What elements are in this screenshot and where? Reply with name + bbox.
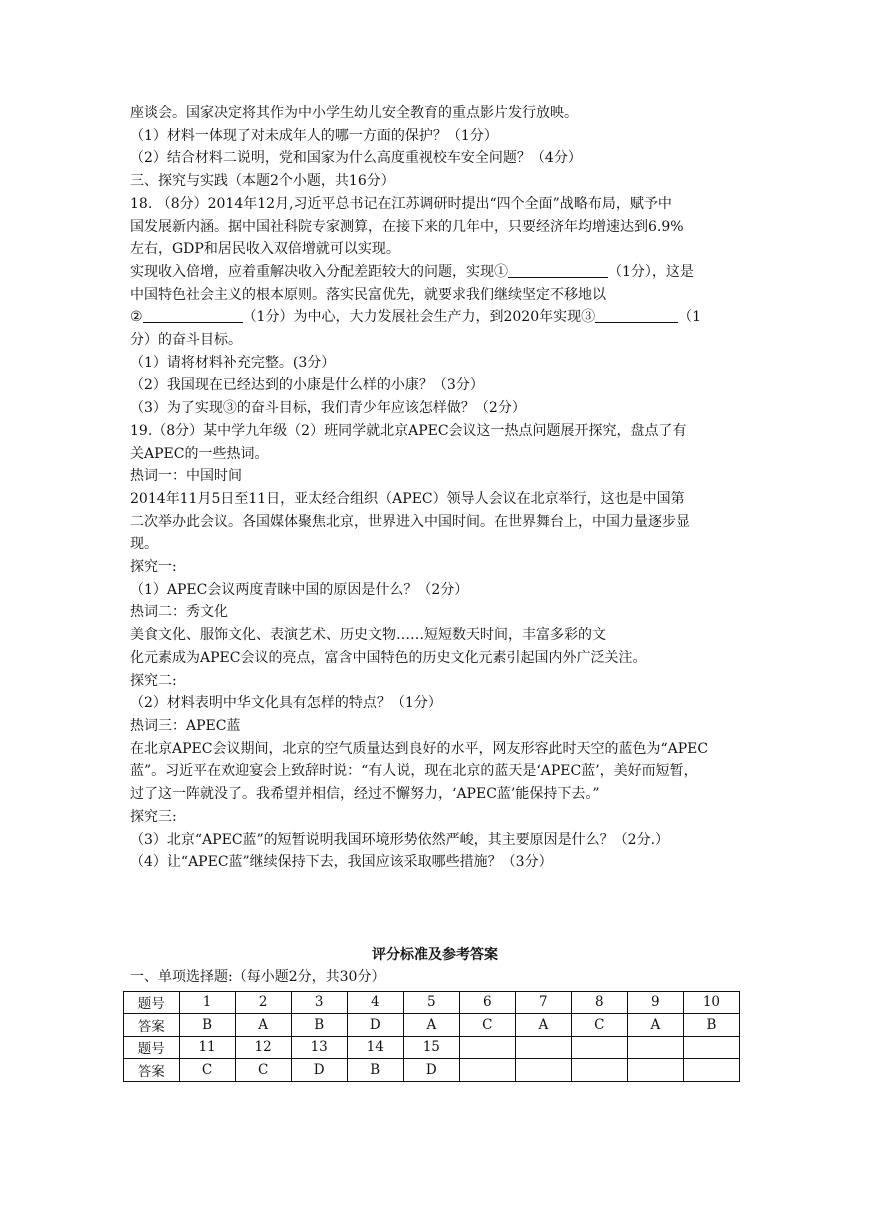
answer-cell: C [571, 1014, 627, 1037]
question-18-line-1: 18. （8分）2014年12月,习近平总书记在江苏调研时提出“四个全面”战略布局，赋予中 [130, 195, 672, 212]
inquiry-1-heading: 探究一: [130, 559, 177, 576]
question-18-line-2: 国发展新内涵。据中国社科院专家测算，在接下来的几年中，只要经济年均增速达到6.9% [130, 218, 684, 235]
sub-question-1: （1）请将材料补充完整。(3分） [130, 354, 336, 371]
inquiry-3-heading: 探究三: [130, 808, 177, 825]
inquiry-3-question-4: （4）让“APEC蓝”继续保持下去，我国应该采取哪些措施？（3分） [130, 854, 553, 871]
material-text-line: 座谈会。国家决定将其作为中小学生幼儿安全教育的重点影片发行放映。 [130, 105, 578, 121]
blank-1 [508, 263, 608, 278]
answer-cell [515, 1036, 571, 1059]
answer-cell [571, 1036, 627, 1059]
exam-page [130, 102, 740, 1082]
hot-word-1-text: 现。 [130, 536, 158, 553]
answer-cell: 3 [291, 991, 347, 1014]
answer-cell: 8 [571, 991, 627, 1014]
fill-in-line-1 [130, 261, 740, 284]
answer-cell: A [403, 1014, 459, 1037]
fill-text: ② [130, 309, 143, 326]
answer-cell: D [347, 1014, 403, 1037]
question-19-line-2: 关APEC的一些热词。 [130, 445, 269, 462]
hot-word-3-text: 蓝”。习近平在欢迎宴会上致辞时说：“有人说，现在北京的蓝天是‘APEC蓝’，美好而短暂， [130, 763, 698, 780]
answer-cell: B [291, 1014, 347, 1037]
table-row [124, 991, 740, 1014]
table-row [124, 1036, 740, 1059]
answer-cell: 9 [627, 991, 683, 1014]
question-18-line-3: 左右，GDP和居民收入双倍增就可以实现。 [130, 241, 400, 258]
answer-cell: A [235, 1014, 291, 1037]
answer-cell [571, 1059, 627, 1082]
hot-word-2-text: 化元素成为APEC会议的亮点，富含中国特色的历史文化元素引起国内外广泛关注。 [130, 649, 647, 666]
answer-cell: 5 [403, 991, 459, 1014]
hot-word-2-text: 美食文化、服饰文化、表演艺术、历史文物……短短数天时间，丰富多彩的文 [130, 627, 606, 644]
inquiry-2-heading: 探究二: [130, 672, 177, 689]
hot-word-2: 热词二：秀文化 [130, 604, 228, 621]
answer-cell: 12 [235, 1036, 291, 1059]
fill-in-line-2: 中国特色社会主义的根本原则。落实民富优先，就要求我们继续坚定不移地以 [130, 286, 606, 303]
inquiry-3-question-3: （3）北京“APEC蓝”的短暂说明我国环境形势依然严峻，其主要原因是什么？（2分.） [130, 831, 670, 848]
answer-cell: C [235, 1059, 291, 1082]
fill-text: 实现收入倍增，应着重解决收入分配差距较大的问题，实现① [130, 263, 508, 280]
row-header-cell: 题号 [124, 991, 180, 1014]
answer-cell [459, 1036, 515, 1059]
answer-cell: 7 [515, 991, 571, 1014]
answer-cell: 1 [179, 991, 235, 1014]
answer-cell: D [403, 1059, 459, 1082]
fill-text: （1分），这是 [608, 263, 694, 280]
answer-table [123, 991, 740, 1082]
answer-cell: 11 [179, 1036, 235, 1059]
inquiry-1-question: （1）APEC会议两度青睐中国的原因是什么？（2分） [130, 581, 469, 598]
fill-in-line-3 [130, 306, 740, 329]
sub-question-2: （2）我国现在已经达到的小康是什么样的小康？（3分） [130, 377, 484, 394]
answer-cell [683, 1059, 739, 1082]
hot-word-1-text: 2014年11月5日至11日，亚太经合组织（APEC）领导人会议在北京举行，这也是中国第 [130, 490, 685, 507]
answer-section-1-heading: 一、单项选择题:（每小题2分，共30分） [130, 968, 386, 985]
row-header-cell: 答案 [124, 1014, 180, 1037]
blank-2 [143, 308, 243, 323]
table-row [124, 1014, 740, 1037]
answer-cell: B [683, 1014, 739, 1037]
answer-cell [627, 1036, 683, 1059]
hot-word-3: 热词三：APEC蓝 [130, 717, 241, 734]
hot-word-3-text: 过了这一阵就没了。我希望并相信，经过不懈努力，‘APEC蓝’能保持下去。” [130, 786, 600, 803]
answer-cell: D [291, 1059, 347, 1082]
sub-question-3: （3）为了实现③的奋斗目标，我们青少年应该怎样做？（2分） [130, 400, 526, 417]
table-row [124, 1059, 740, 1082]
answer-cell: B [179, 1014, 235, 1037]
question-2: （2）结合材料二说明，党和国家为什么高度重视校车安全问题？（4分） [130, 150, 582, 167]
fill-text: （1分）为中心，大力发展社会生产力，到2020年实现③ [242, 309, 596, 326]
answer-cell: 4 [347, 991, 403, 1014]
inquiry-2-question: （2）材料表明中华文化具有怎样的特点？（1分） [130, 695, 442, 712]
answer-cell: B [347, 1059, 403, 1082]
section-3-heading: 三、探究与实践（本题2个小题，共16分） [130, 173, 395, 190]
question-19-line-1: 19.（8分）某中学九年级（2）班同学就北京APEC会议这一热点问题展开探究，盘点了有 [130, 422, 687, 439]
answer-cell [459, 1059, 515, 1082]
question-1: （1）材料一体现了对未成年人的哪一方面的保护？（1分） [130, 127, 498, 144]
answer-cell: C [179, 1059, 235, 1082]
answer-cell: 6 [459, 991, 515, 1014]
answer-cell: 10 [683, 991, 739, 1014]
answer-cell: A [515, 1014, 571, 1037]
answer-cell: 13 [291, 1036, 347, 1059]
answer-cell [515, 1059, 571, 1082]
row-header-cell: 答案 [124, 1059, 180, 1082]
answer-cell: C [459, 1014, 515, 1037]
hot-word-1-text: 二次举办此会议。各国媒体聚焦北京，世界进入中国时间。在世界舞台上，中国力量逐步显 [130, 513, 690, 530]
row-header-cell: 题号 [124, 1036, 180, 1059]
answer-cell: A [627, 1014, 683, 1037]
hot-word-1: 热词一：中国时间 [130, 468, 242, 485]
hot-word-3-text: 在北京APEC会议期间，北京的空气质量达到良好的水平，网友形容此时天空的蓝色为“APEC [130, 740, 709, 757]
answer-key-title: 评分标准及参考答案 [372, 946, 498, 963]
answer-cell [627, 1059, 683, 1082]
answer-cell: 14 [347, 1036, 403, 1059]
fill-text: （1 [678, 309, 702, 326]
answer-cell [683, 1036, 739, 1059]
answer-cell: 15 [403, 1036, 459, 1059]
blank-3 [595, 308, 678, 323]
answer-cell: 2 [235, 991, 291, 1014]
fill-in-line-4: 分）的奋斗目标。 [130, 332, 242, 349]
